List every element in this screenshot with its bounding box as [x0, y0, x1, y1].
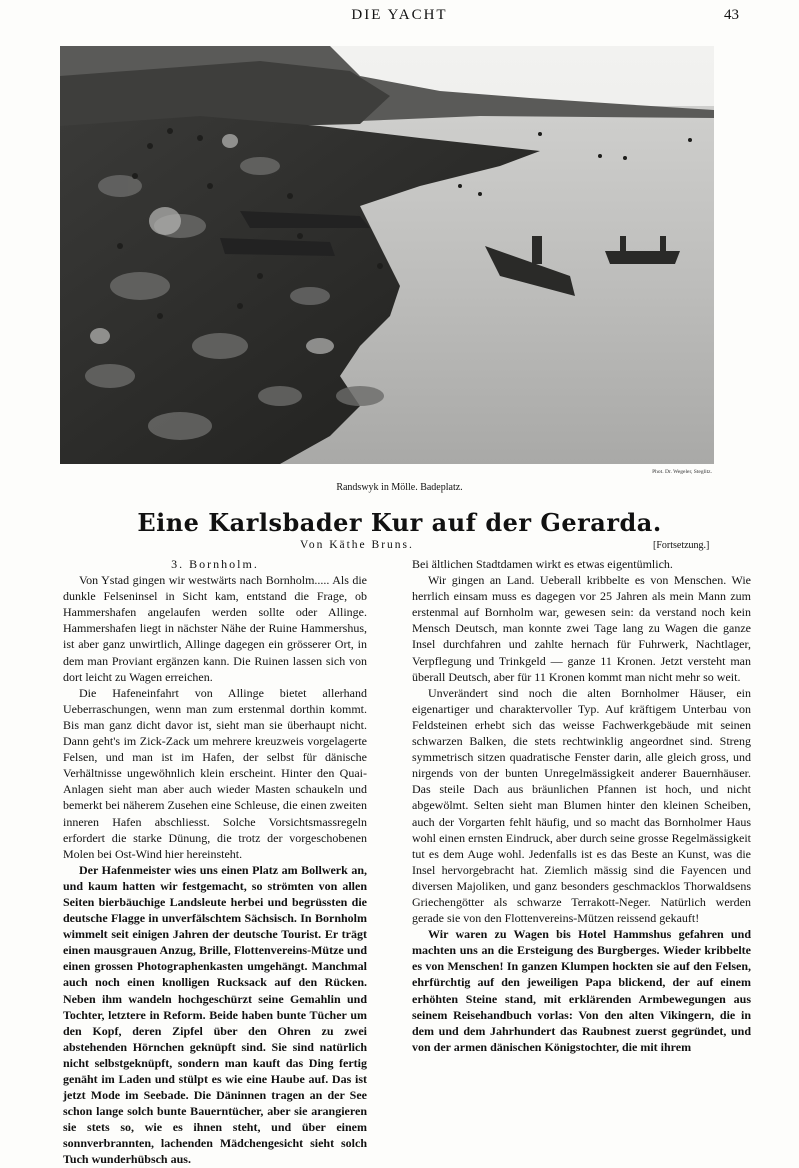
continuation-note: [Fortsetzung.]: [653, 540, 710, 551]
beach-photo-illustration: [60, 46, 714, 464]
page-number: 43: [724, 7, 739, 23]
running-head: DIE YACHT: [351, 7, 448, 23]
paragraph: Wir waren zu Wagen bis Hotel Hammshus gefahren und machten uns an die Ersteigung des Burgberges. Wieder kribbelte es von Menschen! In ganzen Klumpen hockten sie auf den Felsen, ehrfürchtig auf den jeweiligen Papa blickend, der auf einem erhöhten Steine stand, mit erklärenden Armbewegungen aus seinem Reisehandbuch vorlas: Von den alten Vikingern, die in dem und dem Jahrhundert das Raubnest zuerst gegründet, und von der armen dänischen Königstochter, die mit ihrem: [412, 927, 751, 1054]
photo-credit: Phot. Dr. Wegeler, Steglitz.: [652, 469, 712, 475]
paragraph: Unverändert sind noch die alten Bornholmer Häuser, ein eigenartiger und charaktervoller Typ. Auf kräftigem Unterbau von Feldsteinen erhebt sich das weisse Fachwerkgebäude mit seinen schwarzen Balken, die stets rechtwinklig angeordnet sind. Streng symmetrisch sitzen quadratische Fenster darin, alle gleich gross, und nirgends von der bunten Unregelmässigkeit anderer Bauernhäuser. Das steile Dach aus bräunlichen Pfannen ist hoch, und nicht abgewölmt. Selten sieht man Blumen hinter den kleinen Scheiben, auch der Vorgarten fehlt häufig, und so macht das Bornholmer Haus wohl einen ernsten Eindruck, aber durch seine grosse Regelmässigkeit tut es dem Auge wohl. Jedenfalls ist es das Beste an Kunst, was die Insel hervorgebracht hat. Ziemlich mässig sind die Fayencen und diversen Majoliken, und ganz besonders geschmacklos Thorwaldsens Griechengötter als schwarze Terrakott-Neger. Natürlich werden gerade sie von den Flottenvereins-Mützen reissend gekauft!: [412, 685, 751, 926]
paragraph: Der Hafenmeister wies uns einen Platz am Bollwerk an, und kaum hatten wir festgemacht, so strömten von allen Seiten bierbäuchige Landsleute herbei und begrüssten die deutsche Flagge in unverfälschtem Sächsisch. In Bornholm wimmelt seit einigen Jahren der deutsche Tourist. Er trägt einen mausgrauen Anzug, Brille, Flottenvereins-Mütze und einen grossen Photographenkasten umgehängt. Manchmal auch noch einen knolligen Rucksack auf den Rücken. Neben ihm wandeln hochgeschürzt seine Gemahlin und Tochter, letztere in Reform. Beide haben bunte Tücher um den Kopf, deren Zipfel über den Ohren zu zwei abstehenden Hörnchen geknüpft sind. Sie sind natürlich nicht selbstgeknüpft, sondern man kauft das Ding fertig genäht im Laden und stülpt es wie eine Haube auf. Das ist jetzt Mode im Seebade. Die Däninnen tragen an der See schon lange solch bunte Bauerntücher, aber sie arangieren sie stets so, wie es ihnen steht, und über einem sonnverbrannten, lachenden Mädchengesicht sieht solch Tuch wunderhübsch aus.: [63, 862, 367, 1167]
text-column-left: [63, 556, 367, 1168]
article-byline: Von Käthe Bruns.: [300, 539, 414, 551]
article-title: Eine Karlsbader Kur auf der Gerarda.: [137, 508, 662, 537]
text-column-right: [412, 556, 751, 1055]
figure-caption: Randswyk in Mölle. Badeplatz.: [336, 482, 463, 493]
paragraph: Wir gingen an Land. Ueberall kribbelte es von Menschen. Wie herrlich einsam muss es dagegen vor 25 Jahren als mein Mann zum erstenmal auf Bornholm war, gewesen sein: da verstand noch kein Mensch Deutsch, man konnte zwei Tage lang zu Wagen die ganze Insel durchfahren und zahlte hernach für Fuhrwerk, Nachtlager, Verpflegung und Trinkgeld — ganze 11 Kronen. Jetzt versteht man überall Deutsch, aber für 11 Kronen kommt man nicht mehr so weit.: [412, 573, 751, 684]
beach-photo: [60, 46, 714, 464]
paragraph: Bei ältlichen Stadtdamen wirkt es etwas eigentümlich.: [412, 557, 673, 571]
section-heading: 3. Bornholm.: [171, 557, 259, 571]
paragraph: Von Ystad gingen wir westwärts nach Bornholm..... Als die dunkle Felseninsel in Sicht kam, entstand die Frage, ob Hammershafen angelaufen werden sollte oder Allinge. Hammershafen liegt in nächster Nähe der Ruine Hammershus, ist aber ganz unwirtlich, Allinge dagegen ein grösserer Ort, in dem man Proviant ergänzen kann. Die Ruinen lassen sich von dort leicht zu Wagen erreichen.: [63, 573, 367, 684]
paragraph: Die Hafeneinfahrt von Allinge bietet allerhand Ueberraschungen, wenn man zum erstenmal dorthin kommt. Bis man ganz dicht davor ist, sieht man sie überhaupt nicht. Dann geht's im Zick-Zack um mehrere kreuzweis vorgelagerte Felsen, und man ist im Hafen, der selbst für dänische Verhältnisse ungewöhnlich klein erscheint. Hinter den Quai-Anlagen sieht man aber auch wieder Masten schaukeln und bemerkt bei näherem Zusehen eine Schleuse, die einen zweiten inneren Hafen abschliesst. Solche Vorsichtsmassregeln erfordert die starke Dünung, die trotz der vorgeschobenen Molen bei Ost-Wind hier hereinsteht.: [63, 685, 367, 861]
